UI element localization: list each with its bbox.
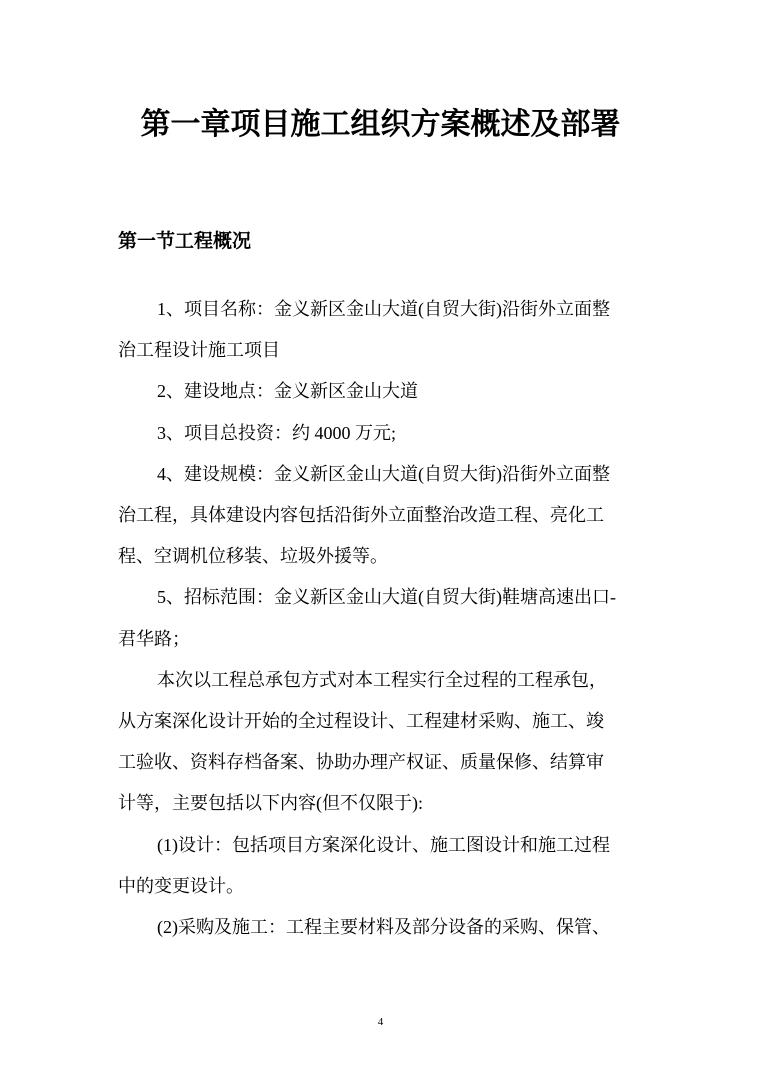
text-line: 工验收、资料存档备案、协助办理产权证、质量保修、结算审 [118,752,604,773]
text-line: 本次以工程总承包方式对本工程实行全过程的工程承包， [157,669,607,690]
text-line: 治工程设计施工项目 [118,340,280,361]
section-heading: 第一节工程概况 [118,231,252,252]
text-line: 计等，主要包括以下内容(但不仅限于): [118,793,423,814]
text-line: 4、建设规模：金义新区金山大道(自贸大街)沿街外立面整 [157,463,610,484]
text-line: 程、空调机位移装、垃圾外援等。 [118,546,388,567]
text-line: (1)设计：包括项目方案深化设计、施工图设计和施工过程 [157,834,610,855]
text-line: 3、项目总投资：约 4000 万元; [157,422,396,443]
body-text [118,289,648,948]
chapter-title: 第一章项目施工组织方案概述及部署 [140,108,621,141]
text-line: 中的变更设计。 [118,875,244,896]
text-line: 治工程，具体建设内容包括沿街外立面整治改造工程、亮化工 [118,505,604,526]
text-line: 1、项目名称：金义新区金山大道(自贸大街)沿街外立面整 [157,299,610,319]
text-line: (2)采购及施工：工程主要材料及部分设备的采购、保管、 [157,917,610,938]
page-number: 4 [377,1016,384,1028]
text-line: 君华路； [118,628,190,649]
text-line: 5、招标范围：金义新区金山大道(自贸大街)鞋塘高速出口- [157,587,616,608]
text-line: 从方案深化设计开始的全过程设计、工程建材采购、施工、竣 [118,711,604,732]
text-line: 2、建设地点：金义新区金山大道 [157,381,418,402]
